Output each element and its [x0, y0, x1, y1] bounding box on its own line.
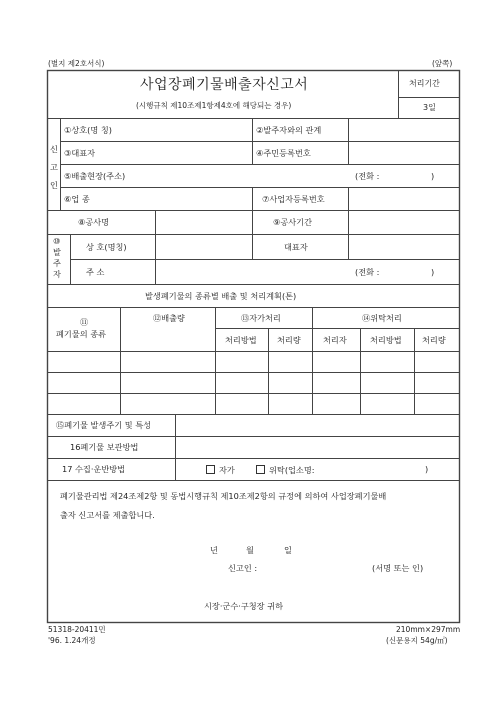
signature-note: (서명 또는 인) [372, 563, 424, 573]
form-title: 사업장폐기물배출자신고서 [140, 77, 309, 93]
orderer-phone-open: (전화 : [355, 267, 380, 277]
orderer-label-2: 발 [53, 247, 61, 257]
self-checkbox[interactable] [206, 465, 215, 474]
resident-number-label: ④주민등록번호 [256, 148, 311, 158]
form-subtitle: (시행규칙 제10조제1항제4호에 해당되는 경우) [136, 101, 292, 110]
site-address-label: ⑤배출현장(주소) [64, 171, 126, 181]
consign-method-label: 처리방법 [370, 335, 402, 345]
consign-amount-label: 처리량 [422, 335, 446, 345]
orderer-label-4: 자 [53, 269, 61, 279]
project-name-label: ⑧공사명 [78, 217, 110, 227]
emission-label: ⑫배출량 [153, 313, 185, 323]
orderer-rep-label: 대표자 [284, 242, 308, 252]
site-phone-close: ) [431, 171, 435, 181]
form-number: (별지 제2호서식) [48, 59, 105, 68]
transport-label: 17 수집·운반방법 [62, 464, 126, 474]
date-month: 월 [246, 545, 254, 555]
orderer-name-label: 상 호(명칭) [86, 242, 127, 252]
processor-label: 처리자 [323, 335, 347, 345]
waste-type-number: ⑪ [80, 317, 89, 327]
self-option[interactable] [206, 465, 235, 474]
revision-date: '96. 1.24개정 [48, 636, 96, 645]
processing-period-label: 처리기간 [409, 79, 440, 88]
consign-close: ) [425, 464, 429, 474]
business-number-label: ⑦사업자등록번호 [262, 194, 325, 204]
reporter-name-label: ①상호(명 칭) [64, 125, 112, 135]
date-day: 일 [284, 545, 292, 555]
processing-period-value: 3일 [423, 103, 436, 112]
orderer-phone-close: ) [431, 267, 435, 277]
declaration-line-1: 폐기물관리법 제24조제2항 및 동법시행규칙 제10조제2항의 규정에 의하여 사업장폐기물배 [60, 491, 387, 501]
reporter-label-2: 고 [50, 162, 58, 172]
waste-type-label: 폐기물의 종류 [56, 329, 107, 339]
consign-option-label: 위탁(업소명: [269, 465, 315, 475]
consign-checkbox[interactable] [256, 465, 265, 474]
orderer-address-label: 주 소 [86, 267, 105, 277]
recipient: 시장·군수·구청장 귀하 [204, 601, 283, 611]
representative-label: ③대표자 [64, 148, 96, 158]
orderer-label-3: 주 [53, 258, 61, 268]
self-option-label: 자가 [219, 465, 235, 475]
paper-type: (신문용지 54g/㎡) [386, 636, 448, 645]
date-year: 년 [210, 545, 218, 555]
storage-label: 16폐기물 보관방법 [70, 442, 139, 452]
consign-option[interactable] [256, 465, 315, 474]
industry-label: ⑥업 종 [64, 194, 90, 204]
self-amount-label: 처리량 [277, 335, 301, 345]
consign-processing-label: ⑭위탁처리 [362, 313, 402, 323]
reporter-label-1: 신 [50, 144, 58, 154]
orderer-label-1: ⑩ [53, 236, 61, 246]
waste-section-title: 발생폐기물의 종류별 배출 및 처리계획(톤) [145, 291, 297, 301]
page-side: (앞쪽) [432, 59, 453, 68]
self-method-label: 처리방법 [225, 335, 257, 345]
declaration-line-2: 출자 신고서를 제출합니다. [60, 510, 155, 520]
signature-label: 신고인 : [228, 563, 258, 573]
project-period-label: ⑨공사기간 [273, 217, 312, 227]
relation-label: ②발주자와의 관계 [256, 125, 322, 135]
reporter-label-3: 인 [50, 180, 58, 190]
cycle-label: ⑮폐기물 발생주기 및 특성 [56, 420, 152, 430]
form-code: 51318-20411민 [48, 625, 106, 634]
paper-size: 210mm×297mm [396, 625, 461, 634]
site-phone-open: (전화 : [355, 171, 380, 181]
self-processing-label: ⑬자가처리 [241, 313, 281, 323]
